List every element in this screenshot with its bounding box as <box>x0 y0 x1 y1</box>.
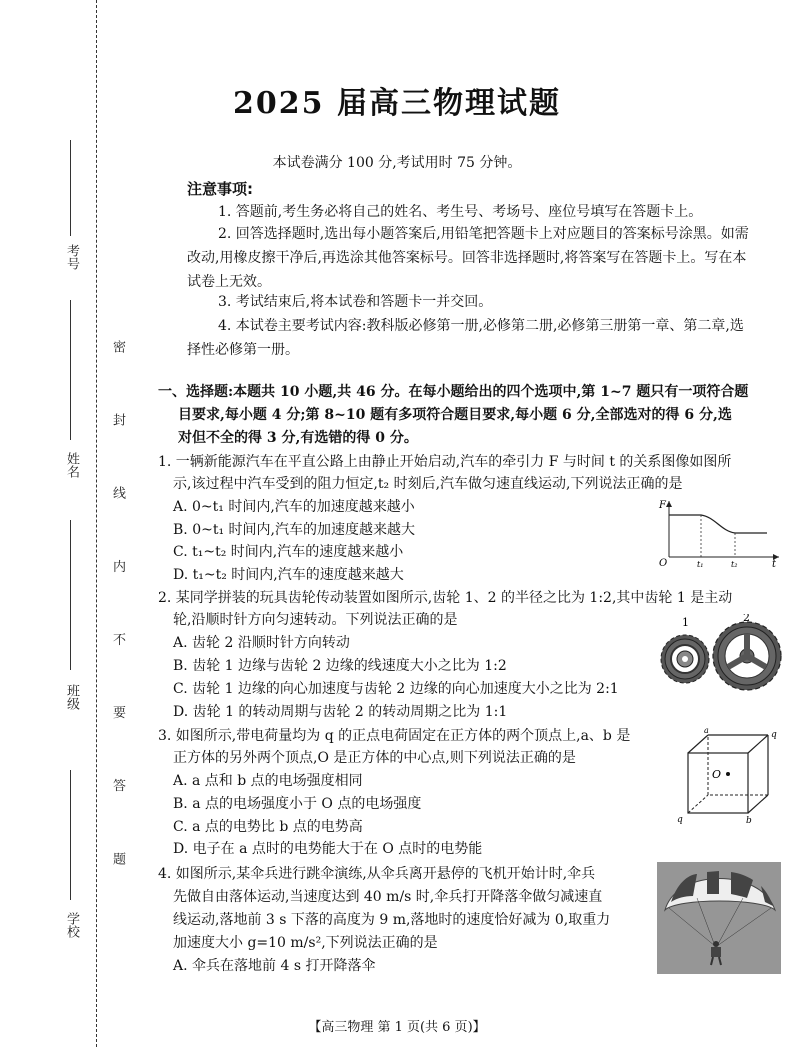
q3-fig-label-o: O <box>712 768 722 781</box>
q3-fig-label-b: b <box>746 816 752 825</box>
q1-option-b: B. 0~t₁ 时间内,汽车的加速度越来越大 <box>173 522 415 538</box>
q1-stem: 示,该过程中汽车受到的阻力恒定,t₂ 时刻后,汽车做匀速直线运动,下列说法正确的是 <box>173 476 683 492</box>
q1-option-c: C. t₁~t₂ 时间内,汽车的速度越来越小 <box>173 544 404 560</box>
q3-option-a: A. a 点和 b 点的电场强度相同 <box>173 773 363 789</box>
page-footer: 【高三物理 第 1 页(共 6 页)】 <box>308 1020 486 1035</box>
gear-2-icon <box>713 622 781 690</box>
gear-2-label: 2 <box>743 614 750 624</box>
q2-option-a: A. 齿轮 2 沿顺时针方向转动 <box>173 635 350 651</box>
q2-option-b: B. 齿轮 1 边缘与齿轮 2 边缘的线速度大小之比为 1:2 <box>173 658 507 674</box>
notice-heading: 注意事项: <box>187 180 253 198</box>
name-blank <box>70 300 71 440</box>
q4-stem: 加速度大小 g=10 m/s²,下列说法正确的是 <box>173 935 438 951</box>
q3-fig-label-a: a <box>704 726 709 735</box>
school-label: 学校 <box>64 912 79 938</box>
q1-stem: 1. 一辆新能源汽车在平直公路上由静止开始启动,汽车的牵引力 F 与时间 t 的关系图像如图所 <box>158 454 732 470</box>
section-heading-line: 目要求,每小题 4 分;第 8~10 题有多项符合题目要求,每小题 6 分,全部选对的得 6 分,选 <box>178 407 732 423</box>
seal-warning: 密 封 线 内 不 要 答 题 <box>110 340 125 893</box>
gear-1-label: 1 <box>682 616 689 629</box>
class-blank <box>70 520 71 670</box>
exam-no-label: 考号 <box>64 244 79 270</box>
gear-1-icon <box>661 635 709 683</box>
name-label: 姓名 <box>64 452 79 478</box>
q1-force-time-graph <box>655 495 783 570</box>
notice-item: 1. 答题前,考生务必将自己的姓名、考生号、考场号、座位号填写在答题卡上。 <box>218 204 703 220</box>
q1-fig-label-t2: t₂ <box>731 560 738 569</box>
notice-item: 3. 考试结束后,将本试卷和答题卡一并交回。 <box>218 294 493 310</box>
q4-stem: 4. 如图所示,某伞兵进行跳伞演练,从伞兵离开悬停的飞机开始计时,伞兵 <box>158 866 596 882</box>
q1-option-a: A. 0~t₁ 时间内,汽车的加速度越来越小 <box>173 499 415 515</box>
q4-stem: 先做自由落体运动,当速度达到 40 m/s 时,伞兵打开降落伞做匀减速直 <box>173 889 603 905</box>
section-heading-line: 对但不全的得 3 分,有选错的得 0 分。 <box>178 430 418 446</box>
page-title: 2025 届高三物理试题 <box>233 86 561 121</box>
q3-option-c: C. a 点的电势比 b 点的电势高 <box>173 819 363 835</box>
q2-stem: 2. 某同学拼装的玩具齿轮传动装置如图所示,齿轮 1、2 的半径之比为 1:2,其中齿轮 1 是主动 <box>158 590 733 606</box>
q1-option-d: D. t₁~t₂ 时间内,汽车的速度越来越大 <box>173 567 404 583</box>
q3-stem: 正方体的另外两个顶点,O 是正方体的中心点,则下列说法正确的是 <box>173 750 576 766</box>
q3-option-d: D. 电子在 a 点时的电势能大于在 O 点时的电势能 <box>173 841 483 857</box>
q3-fig-label-q-top: q <box>771 730 777 740</box>
q2-option-c: C. 齿轮 1 边缘的向心加速度与齿轮 2 边缘的向心加速度大小之比为 2:1 <box>173 681 619 697</box>
exam-subtitle: 本试卷满分 100 分,考试用时 75 分钟。 <box>272 155 522 171</box>
q4-parachute-photo <box>657 862 781 974</box>
notice-item: 4. 本试卷主要考试内容:教科版必修第一册,必修第二册,必修第三册第一章、第二章,选择性必修第一册。 <box>187 318 744 358</box>
q3-option-b: B. a 点的电场强度小于 O 点的电场强度 <box>173 796 422 812</box>
q1-fig-label-t1: t₁ <box>697 560 704 569</box>
q2-stem: 轮,沿顺时针方向匀速转动。下列说法正确的是 <box>173 612 458 628</box>
q3-fig-label-q-bottom: q <box>677 815 683 825</box>
q1-fig-label-t: t <box>772 559 777 570</box>
notice-item: 2. 回答选择题时,选出每小题答案后,用铅笔把答题卡上对应题目的答案标号涂黑。如需改动,用橡皮擦干净后,再选涂其他答案标号。回答非选择题时,将答案写在答题卡上。写在本试卷上无效。 <box>187 226 749 290</box>
class-label: 班级 <box>64 684 79 710</box>
q2-option-d: D. 齿轮 1 的转动周期与齿轮 2 的转动周期之比为 1:1 <box>173 704 508 720</box>
q3-cube-figure <box>672 725 784 825</box>
q4-option-a: A. 伞兵在落地前 4 s 打开降落伞 <box>173 958 376 974</box>
q3-stem: 3. 如图所示,带电荷量均为 q 的正点电荷固定在正方体的两个顶点上,a、b 是 <box>158 728 631 744</box>
school-blank <box>70 770 71 900</box>
section-heading-line: 一、选择题:本题共 10 小题,共 46 分。在每小题给出的四个选项中,第 1~7 题只有一项符合题 <box>158 384 749 400</box>
q2-gear-figure <box>655 614 785 694</box>
q1-fig-label-o: O <box>659 558 668 569</box>
q1-fig-label-f: F <box>659 500 666 511</box>
q4-stem: 线运动,落地前 3 s 下落的高度为 9 m,落地时的速度恰好减为 0,取重力 <box>173 912 611 928</box>
